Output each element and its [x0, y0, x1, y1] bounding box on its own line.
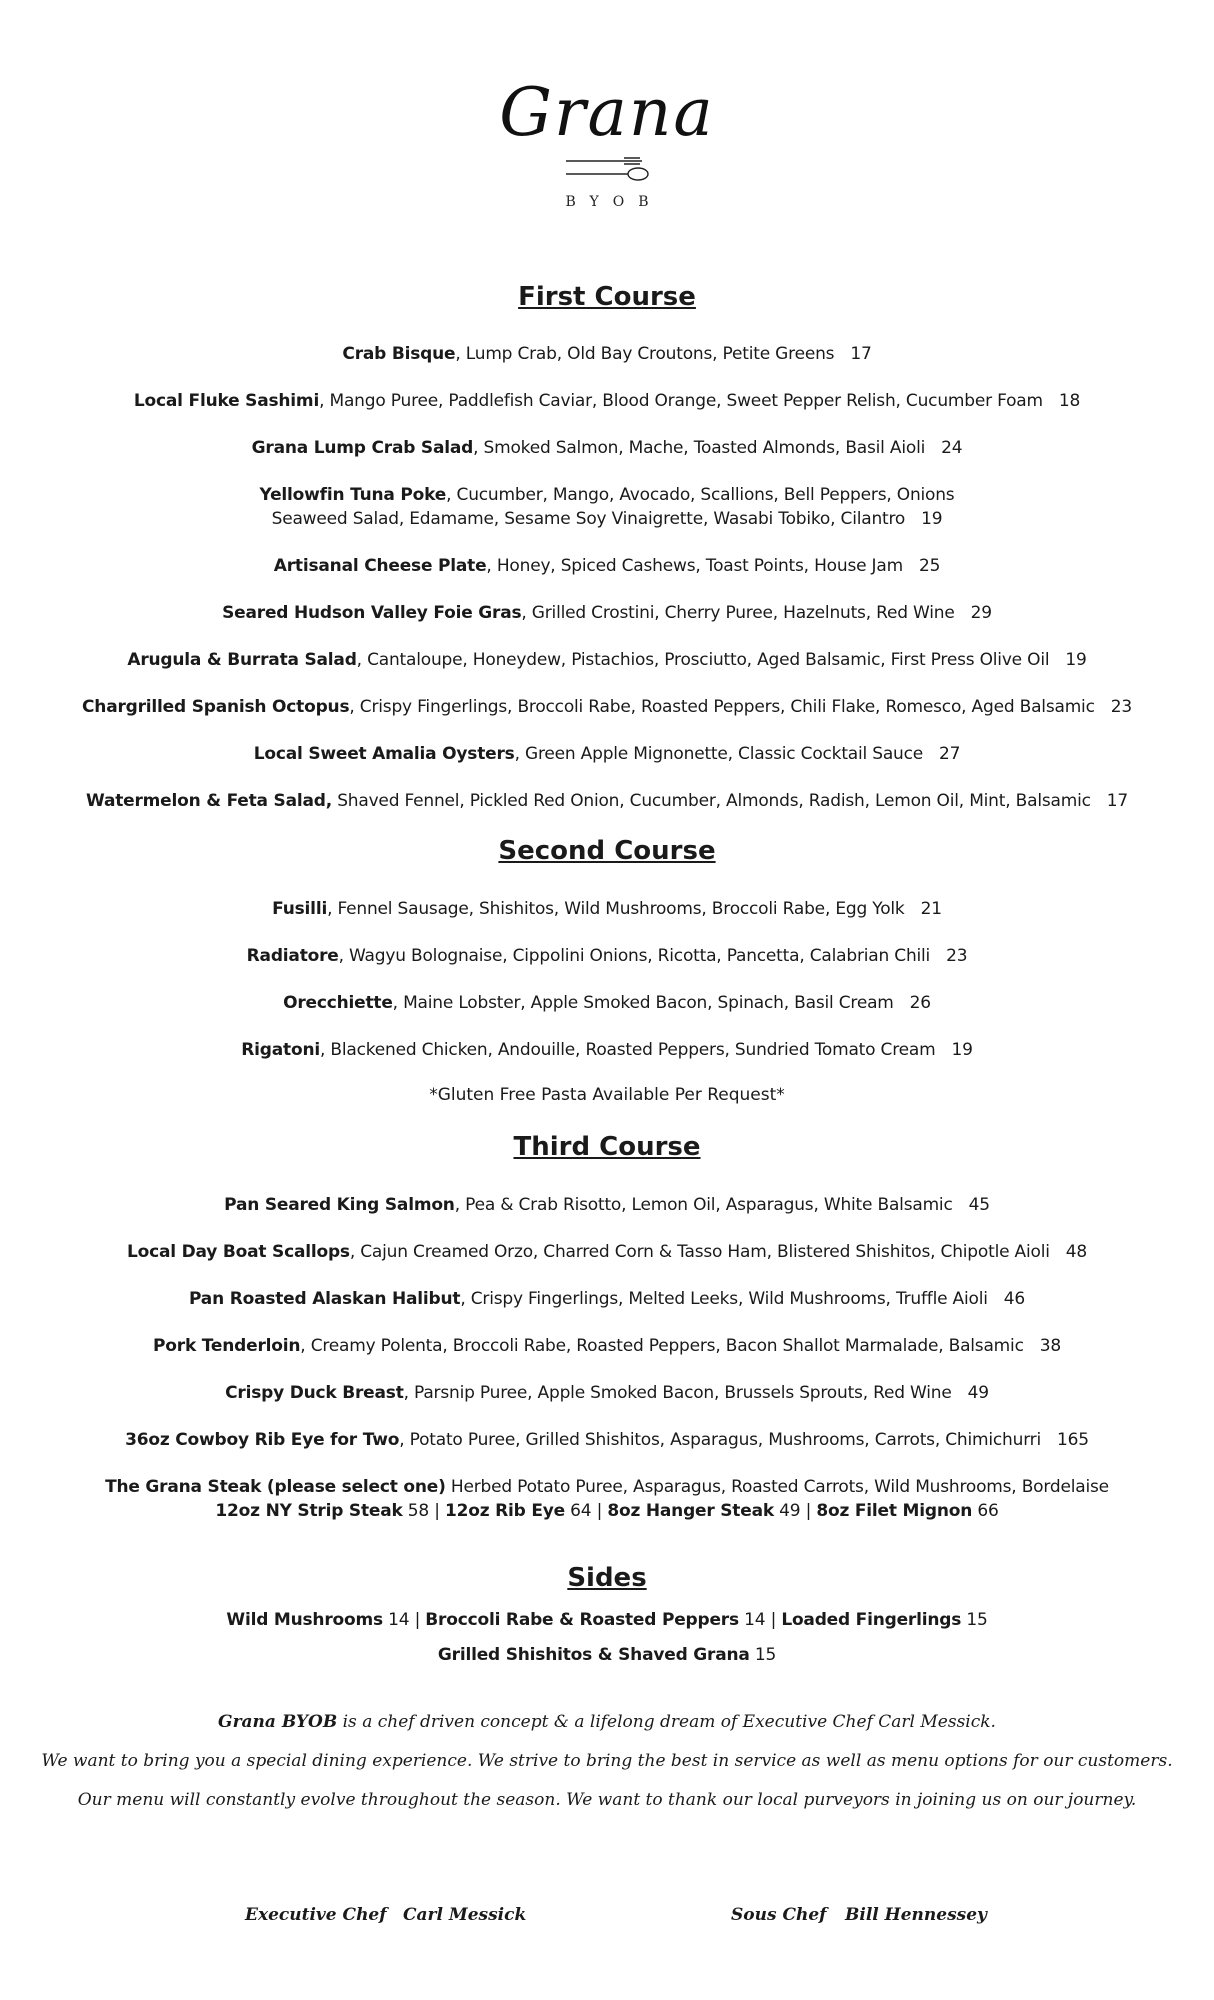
item-desc: , Lump Crab, Old Bay Croutons, Petite Greens [455, 344, 835, 364]
menu-item [0, 991, 1214, 1015]
item-name: Artisanal Cheese Plate [273, 556, 487, 576]
menu-item [0, 436, 1214, 460]
item-name: Seared Hudson Valley Foie Gras [222, 603, 522, 623]
item-desc: , Crispy Fingerlings, Broccoli Rabe, Roasted Peppers, Chili Flake, Romesco, Aged Balsamic [349, 697, 1095, 717]
side-name: Broccoli Rabe & Roasted Peppers [425, 1610, 739, 1630]
exec-chef-title: Executive Chef [245, 1905, 387, 1925]
steak-option-price: 64 [570, 1501, 592, 1521]
menu-item [0, 1334, 1214, 1358]
item-name: Crispy Duck Breast [225, 1383, 404, 1403]
item-price: 21 [920, 899, 942, 919]
item-desc: , Honey, Spiced Cashews, Toast Points, House Jam [486, 556, 903, 576]
item-desc: , Pea & Crab Risotto, Lemon Oil, Asparagus, White Balsamic [454, 1195, 953, 1215]
item-name: Local Sweet Amalia Oysters [253, 744, 515, 764]
first-course-title: First Course [518, 282, 696, 312]
footer-brand: Grana BYOB [218, 1712, 338, 1732]
item-name: Pan Roasted Alaskan Halibut [189, 1289, 461, 1309]
menu-item [0, 944, 1214, 968]
item-price: 165 [1057, 1430, 1089, 1450]
menu-item [0, 897, 1214, 921]
cutlery-icon [562, 154, 652, 182]
item-desc: , Grilled Crostini, Cherry Puree, Hazelnuts, Red Wine [521, 603, 955, 623]
item-desc: , Maine Lobster, Apple Smoked Bacon, Spinach, Basil Cream [392, 993, 894, 1013]
steak-option: 12oz NY Strip Steak [215, 1501, 403, 1521]
sides-row: Wild Mushrooms 14 | Broccoli Rabe & Roasted Peppers 14 | Loaded Fingerlings 15 [226, 1610, 988, 1630]
item-desc: , Smoked Salmon, Mache, Toasted Almonds, Basil Aioli [473, 438, 926, 458]
menu-item [0, 389, 1214, 413]
steak-option: 8oz Hanger Steak [607, 1501, 774, 1521]
steak-option-price: 58 [407, 1501, 430, 1521]
sides-row [0, 1643, 1214, 1667]
logo-script: Grana [499, 74, 715, 151]
steak-option-price: 49 [779, 1501, 801, 1521]
sous-chef-name: Bill Hennessey [845, 1905, 987, 1925]
menu-item [0, 1428, 1214, 1452]
item-price: 23 [946, 946, 968, 966]
item-desc: , Mango Puree, Paddlefish Caviar, Blood Orange, Sweet Pepper Relish, Cucumber Foam [319, 391, 1043, 411]
item-desc: , Green Apple Mignonette, Classic Cocktail Sauce [514, 744, 924, 764]
item-name: Watermelon & Feta Salad, [86, 791, 332, 811]
side-price: 14 [744, 1610, 766, 1630]
item-price: 25 [918, 556, 941, 576]
side-name: Grilled Shishitos & Shaved Grana [437, 1645, 750, 1665]
item-name: Local Fluke Sashimi [133, 391, 320, 411]
item-price: 23 [1110, 697, 1132, 717]
item-name: Rigatoni [241, 1040, 320, 1060]
item-desc: , Parsnip Puree, Apple Smoked Bacon, Brussels Sprouts, Red Wine [403, 1383, 952, 1403]
item-name: Pan Seared King Salmon [224, 1195, 455, 1215]
menu-item [0, 742, 1214, 766]
steak-option: 12oz Rib Eye [444, 1501, 565, 1521]
item-name: Chargrilled Spanish Octopus [82, 697, 350, 717]
menu-item [0, 601, 1214, 625]
menu-item [0, 1381, 1214, 1405]
item-price: 18 [1058, 391, 1081, 411]
item-name: Yellowfin Tuna Poke [259, 485, 447, 505]
exec-chef-name: Carl Messick [403, 1905, 527, 1925]
item-desc: , Potato Puree, Grilled Shishitos, Asparagus, Mushrooms, Carrots, Chimichurri [399, 1430, 1041, 1450]
item-name: 36oz Cowboy Rib Eye for Two [125, 1430, 400, 1450]
item-price: 17 [1106, 791, 1128, 811]
side-price: 15 [754, 1645, 777, 1665]
item-price: 24 [941, 438, 963, 458]
menu-item [0, 789, 1214, 813]
item-price: 27 [939, 744, 961, 764]
item-desc: , Cucumber, Mango, Avocado, Scallions, Bell Peppers, Onions [446, 485, 955, 505]
item-name: Crab Bisque [342, 344, 456, 364]
item-price: 29 [970, 603, 992, 623]
sides-title: Sides [567, 1563, 647, 1593]
item-desc: , Cantaloupe, Honeydew, Pistachios, Prosciutto, Aged Balsamic, First Press Olive Oil [356, 650, 1050, 670]
item-desc: , Crispy Fingerlings, Melted Leeks, Wild Mushrooms, Truffle Aioli [460, 1289, 988, 1309]
gluten-free-note: *Gluten Free Pasta Available Per Request* [429, 1085, 785, 1105]
footer-line-1: Grana BYOB is a chef driven concept & a lifelong dream of Executive Chef Carl Messick. [218, 1712, 996, 1732]
item-desc: Herbed Potato Puree, Asparagus, Roasted Carrots, Wild Mushrooms, Bordelaise [445, 1477, 1109, 1497]
item-price: 45 [968, 1195, 990, 1215]
menu-item [0, 1287, 1214, 1311]
menu-item [0, 695, 1214, 719]
item-name: The Grana Steak (please select one) [105, 1477, 446, 1497]
steak-item: The Grana Steak (please select one) Herbed Potato Puree, Asparagus, Roasted Carrots, Wild Mushrooms, Bordelaise 12oz NY Strip Steak 58 | 12oz Rib Eye 64 | 8oz Hanger Steak 49 | 8oz Filet Mignon 66 [105, 1477, 1109, 1521]
item-price: 19 [1065, 650, 1087, 670]
sous-chef-title: Sous Chef [731, 1905, 827, 1925]
item-price: 17 [850, 344, 872, 364]
menu-item [0, 554, 1214, 578]
menu-item [0, 648, 1214, 672]
item-price: 26 [909, 993, 931, 1013]
item-price: 19 [951, 1040, 973, 1060]
item-desc: , Creamy Polenta, Broccoli Rabe, Roasted Peppers, Bacon Shallot Marmalade, Balsamic [300, 1336, 1024, 1356]
item-desc: Shaved Fennel, Pickled Red Onion, Cucumber, Almonds, Radish, Lemon Oil, Mint, Balsamic [331, 791, 1091, 811]
item-desc: , Blackened Chicken, Andouille, Roasted Peppers, Sundried Tomato Cream [319, 1040, 936, 1060]
item-desc: , Fennel Sausage, Shishitos, Wild Mushrooms, Broccoli Rabe, Egg Yolk [327, 899, 905, 919]
item-name: Orecchiette [283, 993, 393, 1013]
menu-item [0, 1038, 1214, 1062]
side-name: Wild Mushrooms [226, 1610, 383, 1630]
third-course-title: Third Course [513, 1132, 701, 1162]
item-price: 19 [921, 509, 943, 529]
menu-item [0, 1240, 1214, 1264]
menu-item [0, 342, 1214, 366]
steak-option: 8oz Filet Mignon [816, 1501, 973, 1521]
item-price: 48 [1065, 1242, 1087, 1262]
item-name: Grana Lump Crab Salad [251, 438, 474, 458]
item-price: 46 [1003, 1289, 1025, 1309]
side-price: 14 [388, 1610, 410, 1630]
footer-line-3: Our menu will constantly evolve throughout the season. We want to thank our local purveyors in joining us on our journey. [77, 1790, 1137, 1810]
menu-item [0, 483, 1214, 531]
footer-line-2: We want to bring you a special dining experience. We strive to bring the best in service as well as menu options for our customers. [41, 1751, 1173, 1771]
side-name: Loaded Fingerlings [781, 1610, 962, 1630]
steak-option-price: 66 [977, 1501, 999, 1521]
item-desc: , Wagyu Bolognaise, Cippolini Onions, Ricotta, Pancetta, Calabrian Chili [338, 946, 931, 966]
side-price: 15 [966, 1610, 988, 1630]
item-name: Arugula & Burrata Salad [127, 650, 357, 670]
item-desc: , Cajun Creamed Orzo, Charred Corn & Tasso Ham, Blistered Shishitos, Chipotle Aioli [349, 1242, 1050, 1262]
item-name: Radiatore [246, 946, 339, 966]
logo [0, 74, 1214, 210]
item-name: Local Day Boat Scallops [127, 1242, 350, 1262]
item-name: Fusilli [272, 899, 328, 919]
menu-item [0, 1193, 1214, 1217]
logo-subtitle: BYOB [565, 194, 663, 210]
item-name: Pork Tenderloin [153, 1336, 301, 1356]
item-price: 38 [1039, 1336, 1061, 1356]
second-course-title: Second Course [498, 836, 716, 866]
item-desc-line2: Seaweed Salad, Edamame, Sesame Soy Vinaigrette, Wasabi Tobiko, Cilantro [271, 509, 906, 529]
item-price: 49 [967, 1383, 989, 1403]
